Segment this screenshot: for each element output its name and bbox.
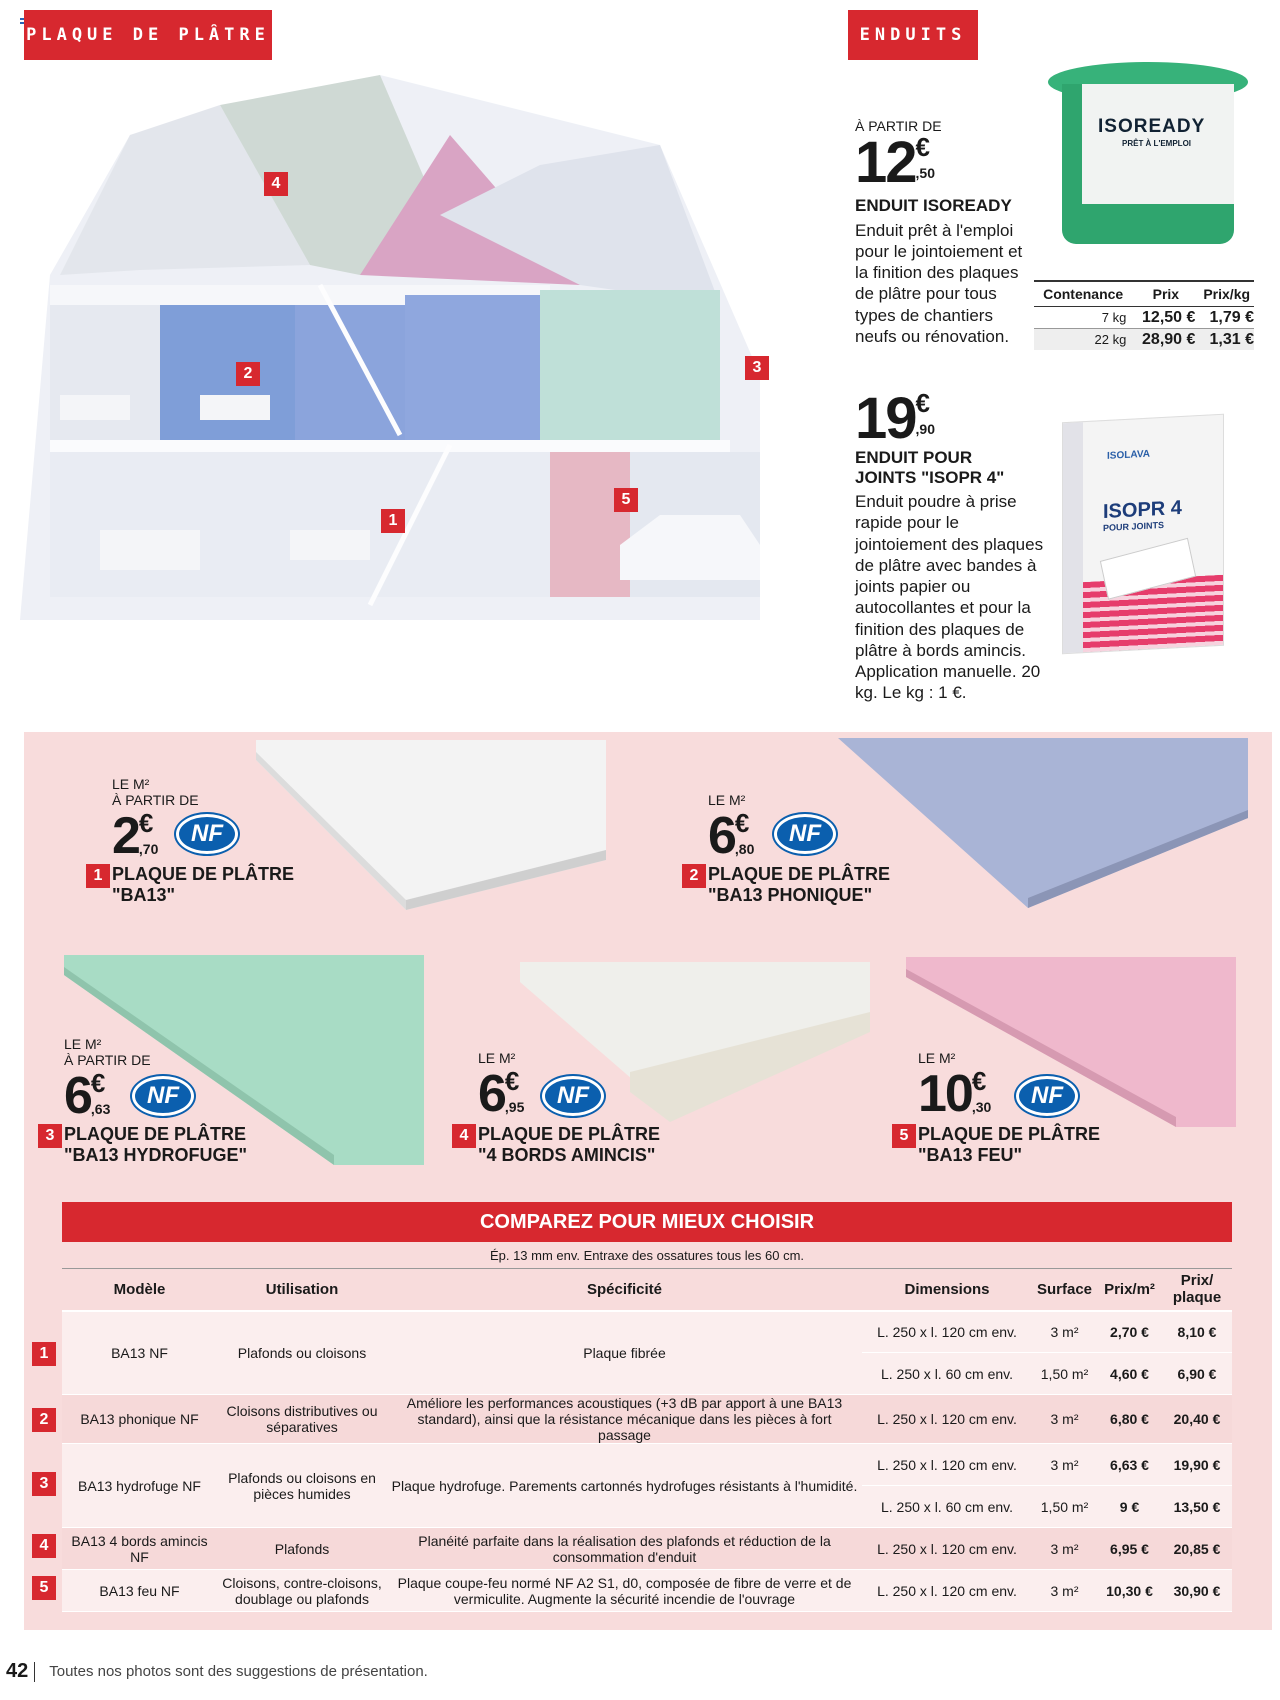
surface-cell: 3 m²	[1032, 1570, 1097, 1612]
isopr-price	[855, 386, 935, 451]
product-num: 5	[892, 1124, 916, 1148]
nf-badge: NF	[774, 814, 836, 854]
compare-subtitle: Ép. 13 mm env. Entraxe des ossatures tous les 60 cm.	[489, 1248, 805, 1263]
isoready-bucket	[1048, 62, 1248, 252]
col-utilisation: Utilisation	[217, 1269, 387, 1311]
use-cell: Cloisons distributives ou séparatives	[217, 1395, 387, 1444]
col-prix: Prix	[1152, 286, 1180, 302]
footer-note: Toutes nos photos sont des suggestions de présentation.	[49, 1663, 428, 1680]
spec-cell: Plaque coupe-feu normé NF A2 S1, d0, composée de fibre de verre et de vermiculite. Augmente la sécurité incendie de l'ouvrage	[387, 1570, 862, 1612]
from-label: À PARTIR DE	[64, 1052, 151, 1069]
house-cutaway-illustration	[20, 75, 780, 675]
product-num: 1	[86, 864, 110, 888]
table-row	[62, 1395, 1232, 1444]
surface-cell: 3 m²	[1032, 1395, 1097, 1444]
price-int: 6	[708, 807, 735, 866]
price-int: 2	[112, 807, 139, 866]
use-cell: Plafonds ou cloisons en pièces humides	[217, 1444, 387, 1528]
use-cell: Plafonds ou cloisons	[217, 1311, 387, 1395]
title-line-2: "BA13 PHONIQUE"	[708, 884, 873, 905]
col-specificite: Spécificité	[387, 1269, 862, 1311]
product-num: 3	[38, 1124, 62, 1148]
price-plaque-cell: 8,10 €	[1162, 1311, 1232, 1353]
page-number: 42	[6, 1660, 29, 1682]
table-row	[62, 1528, 1232, 1570]
row-marker: 4	[32, 1534, 56, 1558]
dims-cell: L. 250 x l. 120 cm env.	[862, 1444, 1032, 1486]
col-prixkg: Prix/kg	[1203, 286, 1251, 302]
title-line-2: "BA13 HYDROFUGE"	[64, 1144, 248, 1165]
isopr-desc: Enduit poudre à prise rapide pour le jointoiement des plaques de plâtre avec bandes à joints papier ou autocollantes et pour la finition des plaques de plâtre à bords amincis. Application manuelle. 20 kg. Le kg : 1 €.	[855, 492, 1044, 703]
footer	[6, 1660, 428, 1683]
dims-cell: L. 250 x l. 120 cm env.	[862, 1311, 1032, 1353]
isopr-price-int: 19	[855, 386, 916, 451]
col-contenance: Contenance	[1043, 286, 1124, 302]
currency: €	[90, 1068, 106, 1099]
use-cell: Cloisons, contre-cloisons, doublage ou plafonds	[217, 1570, 387, 1612]
price-m2-cell: 6,80 €	[1097, 1395, 1162, 1444]
isopr-text	[855, 448, 1055, 704]
price-m2-cell: 6,95 €	[1097, 1528, 1162, 1570]
nf-badge: NF	[542, 1076, 604, 1116]
product-num: 4	[452, 1124, 476, 1148]
surface-cell: 3 m²	[1032, 1528, 1097, 1570]
price-m2-cell: 4,60 €	[1097, 1353, 1162, 1395]
price-plaque-cell: 19,90 €	[1162, 1444, 1232, 1486]
dims-cell: L. 250 x l. 60 cm env.	[862, 1353, 1032, 1395]
cell: 22 kg	[1094, 332, 1127, 347]
product-3-offer	[64, 1036, 151, 1126]
spec-cell: Planéité parfaite dans la réalisation des plafonds et réduction de la consommation d'enduit	[387, 1528, 862, 1570]
isoready-text	[855, 196, 1035, 347]
isoready-price-table	[1034, 280, 1254, 350]
price-plaque-cell: 13,50 €	[1162, 1486, 1232, 1528]
row-marker: 1	[32, 1342, 56, 1366]
currency: €	[915, 132, 930, 163]
unit-label: LE M²	[64, 1036, 102, 1052]
spec-cell: Plaque hydrofuge. Parements cartonnés hydrofuges résistants à l'humidité.	[387, 1444, 862, 1528]
row-marker: 3	[32, 1472, 56, 1496]
price-plaque-cell: 20,85 €	[1162, 1528, 1232, 1570]
currency: €	[504, 1066, 520, 1097]
house-marker-1: 1	[381, 509, 405, 533]
price-m2-cell: 6,63 €	[1097, 1444, 1162, 1486]
price-plaque-cell: 6,90 €	[1162, 1353, 1232, 1395]
price-cents: ,95	[504, 1099, 525, 1116]
title-line-1: PLAQUE DE PLÂTRE	[64, 1124, 247, 1144]
dims-cell: L. 250 x l. 60 cm env.	[862, 1486, 1032, 1528]
price-cents: ,30	[971, 1099, 992, 1116]
price-plaque-cell: 20,40 €	[1162, 1395, 1232, 1444]
currency: €	[138, 808, 154, 839]
col-modele: Modèle	[62, 1269, 217, 1311]
price-cents: ,70	[138, 841, 159, 858]
isoready-price-cents: ,50	[915, 165, 935, 182]
cell: 12,50 €	[1142, 308, 1196, 326]
isoready-price-int: 12	[855, 130, 916, 196]
product-2-title	[708, 864, 890, 905]
title-line-1: PLAQUE DE PLÂTRE	[918, 1124, 1101, 1144]
cell: 1,79 €	[1209, 308, 1254, 326]
price-cents: ,63	[90, 1101, 111, 1118]
title-line-2: "BA13"	[112, 884, 176, 905]
house-marker-2: 2	[236, 362, 260, 386]
table-row	[62, 1311, 1232, 1353]
isoready-subtitle: PRÊT À L'EMPLOI	[1122, 139, 1192, 148]
use-cell: Plafonds	[217, 1528, 387, 1570]
model-cell: BA13 feu NF	[62, 1570, 217, 1612]
surface-cell: 3 m²	[1032, 1444, 1097, 1486]
price-cents: ,80	[734, 841, 755, 858]
nf-badge: NF	[1016, 1076, 1078, 1116]
isoready-title: ENDUIT ISOREADY	[855, 196, 1012, 215]
product-5-title	[918, 1124, 1100, 1165]
currency: €	[734, 808, 750, 839]
price-m2-cell: 10,30 €	[1097, 1570, 1162, 1612]
house-marker-3: 3	[745, 356, 769, 380]
product-1-title	[112, 864, 294, 905]
plaque-ba13-image	[256, 740, 626, 910]
from-label: À PARTIR DE	[855, 118, 942, 134]
isoready-offer	[855, 118, 1035, 196]
row-marker: 5	[32, 1576, 56, 1600]
plaque-phonique-image	[838, 738, 1258, 913]
product-num: 2	[682, 864, 706, 888]
isopr-bag-sub: POUR JOINTS	[1103, 519, 1165, 534]
price-int: 10	[918, 1065, 972, 1124]
surface-cell: 1,50 m²	[1032, 1353, 1097, 1395]
dims-cell: L. 250 x l. 120 cm env.	[862, 1570, 1032, 1612]
compare-title: COMPAREZ POUR MIEUX CHOISIR	[62, 1202, 1232, 1242]
title-line-1: PLAQUE DE PLÂTRE	[112, 864, 295, 884]
house-marker-4: 4	[264, 172, 288, 196]
product-4-offer	[478, 1050, 525, 1124]
section-tag-plaque: PLAQUE DE PLÂTRE	[24, 10, 272, 60]
product-2-offer	[708, 792, 755, 866]
unit-label: LE M²	[708, 792, 746, 808]
unit-label: LE M²	[112, 776, 150, 792]
currency: €	[971, 1066, 987, 1097]
price-int: 6	[478, 1065, 505, 1124]
surface-cell: 1,50 m²	[1032, 1486, 1097, 1528]
price-int: 6	[64, 1067, 91, 1126]
model-cell: BA13 NF	[62, 1311, 217, 1395]
section-tag-enduits: ENDUITS	[848, 10, 978, 60]
product-4-title	[478, 1124, 660, 1165]
price-m2-cell: 9 €	[1097, 1486, 1162, 1528]
isopr-bag	[1062, 414, 1224, 654]
spec-cell: Plaque fibrée	[387, 1311, 862, 1395]
table-row	[62, 1444, 1232, 1486]
model-cell: BA13 hydrofuge NF	[62, 1444, 217, 1528]
isoready-desc: Enduit prêt à l'emploi pour le jointoiement et la finition des plaques de plâtre pour tous types de chantiers neufs ou rénovation.	[855, 220, 1023, 346]
surface-cell: 3 m²	[1032, 1311, 1097, 1353]
nf-badge: NF	[176, 814, 238, 854]
dims-cell: L. 250 x l. 120 cm env.	[862, 1395, 1032, 1444]
dims-cell: L. 250 x l. 120 cm env.	[862, 1528, 1032, 1570]
col-prix-plaque: Prix/ plaque	[1162, 1269, 1232, 1311]
from-label: À PARTIR DE	[112, 792, 199, 809]
product-3-title	[64, 1124, 247, 1165]
title-line-1: PLAQUE DE PLÂTRE	[478, 1124, 661, 1144]
model-cell: BA13 phonique NF	[62, 1395, 217, 1444]
unit-label: LE M²	[478, 1050, 516, 1066]
col-dimensions: Dimensions	[862, 1269, 1032, 1311]
isopr-title: ENDUIT POUR JOINTS "ISOPR 4"	[855, 448, 1005, 487]
house-marker-5: 5	[614, 488, 638, 512]
currency: €	[915, 388, 930, 418]
price-m2-cell: 2,70 €	[1097, 1311, 1162, 1353]
cell: 7 kg	[1101, 310, 1127, 325]
table-row	[62, 1570, 1232, 1612]
cell: 1,31 €	[1209, 330, 1254, 348]
footer-divider	[34, 1662, 35, 1682]
title-line-2: "BA13 FEU"	[918, 1144, 1023, 1165]
title-line-2: "4 BORDS AMINCIS"	[478, 1144, 656, 1165]
unit-label: LE M²	[918, 1050, 956, 1066]
isopr-bag-title: ISOPR 4	[1103, 496, 1182, 524]
compare-table	[62, 1268, 1232, 1612]
nf-badge: NF	[132, 1076, 194, 1116]
cell: 28,90 €	[1142, 330, 1196, 348]
isoready-brand: ISOREADY	[1098, 116, 1206, 137]
isopr-bag-brand: ISOLAVA	[1107, 448, 1150, 462]
col-prix-m2: Prix/m²	[1097, 1269, 1162, 1311]
title-line-1: PLAQUE DE PLÂTRE	[708, 864, 891, 884]
row-marker: 2	[32, 1408, 56, 1432]
spec-cell: Améliore les performances acoustiques (+3 dB par apport à une BA13 standard), ainsi que la résistance mécanique dans les pièces à fort passage	[387, 1395, 862, 1444]
isopr-price-cents: ,90	[915, 421, 935, 437]
product-5-offer	[918, 1050, 992, 1124]
price-plaque-cell: 30,90 €	[1162, 1570, 1232, 1612]
model-cell: BA13 4 bords amincis NF	[62, 1528, 217, 1570]
col-surface: Surface	[1032, 1269, 1097, 1311]
